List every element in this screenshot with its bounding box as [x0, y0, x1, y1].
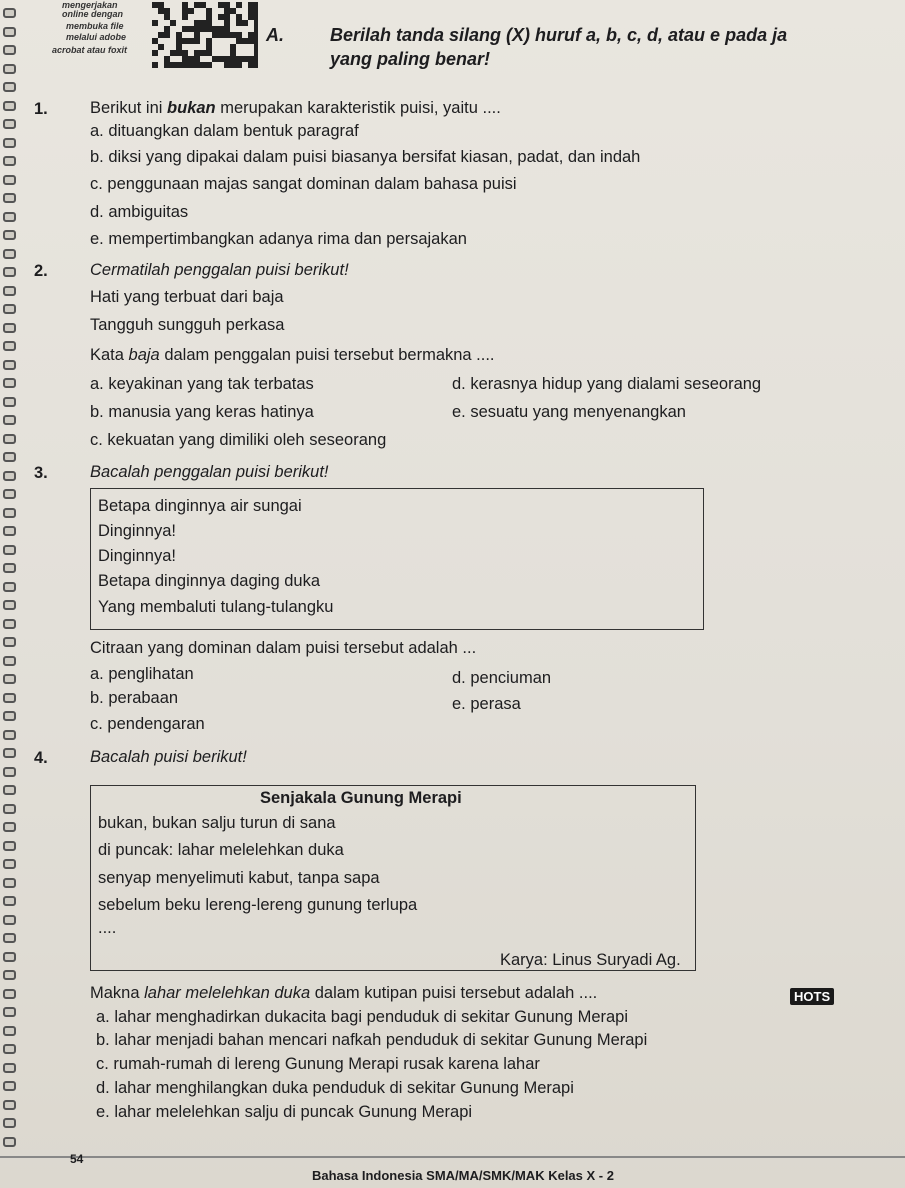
spiral-ring: [3, 267, 16, 277]
q1-option-c[interactable]: c. penggunaan majas sangat dominan dalam bahasa puisi: [90, 175, 517, 193]
spiral-ring: [3, 989, 16, 999]
spiral-ring: [3, 711, 16, 721]
q3-poem-line2: Dinginnya!: [98, 522, 176, 540]
spiral-ring: [3, 360, 16, 370]
spiral-ring: [3, 637, 16, 647]
q2-option-b[interactable]: b. manusia yang keras hatinya: [90, 403, 314, 421]
spiral-ring: [3, 82, 16, 92]
qr-module: [188, 20, 194, 26]
spiral-ring: [3, 1007, 16, 1017]
corner-note-line2: online dengan: [62, 9, 124, 19]
spiral-ring: [3, 378, 16, 388]
q3-question: Citraan yang dominan dalam puisi tersebut adalah ...: [90, 639, 477, 657]
spiral-ring: [3, 1137, 16, 1147]
qr-module: [158, 26, 164, 32]
hots-badge: HOTS: [790, 988, 834, 1005]
spiral-ring: [3, 45, 16, 55]
q2-prompt: Cermatilah penggalan puisi berikut!: [90, 261, 349, 279]
spiral-ring: [3, 582, 16, 592]
spiral-ring: [3, 933, 16, 943]
spiral-ring: [3, 138, 16, 148]
spiral-ring: [3, 212, 16, 222]
spiral-ring: [3, 64, 16, 74]
q1-option-a[interactable]: a. dituangkan dalam bentuk paragraf: [90, 122, 359, 140]
q3-prompt: Bacalah penggalan puisi berikut!: [90, 463, 329, 481]
spiral-ring: [3, 249, 16, 259]
spiral-ring: [3, 970, 16, 980]
q4-poem-line4: sebelum beku lereng-lereng gunung terlupa: [98, 896, 418, 914]
q4-poem-line1: bukan, bukan salju turun di sana: [98, 814, 336, 832]
qr-module: [242, 62, 248, 68]
spiral-ring: [3, 822, 16, 832]
spiral-ring: [3, 323, 16, 333]
spiral-ring: [3, 1026, 16, 1036]
spiral-ring: [3, 563, 16, 573]
q3-poem-line4: Betapa dinginnya daging duka: [98, 572, 321, 590]
qr-module: [176, 56, 182, 62]
q1-option-d[interactable]: d. ambiguitas: [90, 203, 189, 221]
footer-book-title: Bahasa Indonesia SMA/MA/SMK/MAK Kelas X - 2: [312, 1168, 614, 1183]
q3-poem-line5: Yang membaluti tulang-tulangku: [98, 598, 334, 616]
spiral-ring: [3, 785, 16, 795]
spiral-ring: [3, 397, 16, 407]
corner-note-line5: acrobat atau foxit: [52, 45, 128, 55]
spiral-ring: [3, 656, 16, 666]
q2-option-c[interactable]: c. kekuatan yang dimiliki oleh seseorang: [90, 431, 387, 449]
spiral-ring: [3, 804, 16, 814]
q4-question: Makna lahar melelehkan duka dalam kutipan puisi tersebut adalah ....: [90, 984, 598, 1002]
spiral-ring: [3, 471, 16, 481]
spiral-ring: [3, 1081, 16, 1091]
spiral-ring: [3, 767, 16, 777]
q4-poem-line5: ....: [98, 919, 117, 937]
qr-module: [248, 26, 254, 32]
qr-module: [218, 62, 224, 68]
spiral-ring: [3, 600, 16, 610]
spiral-ring: [3, 434, 16, 444]
spiral-ring: [3, 674, 16, 684]
spiral-ring: [3, 693, 16, 703]
spiral-ring: [3, 1063, 16, 1073]
spiral-ring: [3, 619, 16, 629]
spiral-binding: [0, 0, 18, 1188]
q4-option-e[interactable]: e. lahar melelehkan salju di puncak Gunung Merapi: [96, 1103, 473, 1121]
spiral-ring: [3, 286, 16, 296]
q3-option-b[interactable]: b. perabaan: [90, 689, 179, 707]
q3-poem-line3: Dinginnya!: [98, 547, 176, 565]
qr-code: [152, 2, 258, 68]
spiral-ring: [3, 508, 16, 518]
spiral-ring: [3, 730, 16, 740]
q1-number: 1.: [34, 100, 48, 118]
qr-module: [218, 8, 224, 14]
q2-poem-line1: Hati yang terbuat dari baja: [90, 288, 284, 306]
spiral-ring: [3, 415, 16, 425]
spiral-ring: [3, 896, 16, 906]
spiral-ring: [3, 193, 16, 203]
qr-module: [158, 62, 164, 68]
q4-option-d[interactable]: d. lahar menghilangkan duka penduduk di sekitar Gunung Merapi: [96, 1079, 574, 1097]
spiral-ring: [3, 915, 16, 925]
q3-option-d[interactable]: d. penciuman: [452, 669, 552, 687]
spiral-ring: [3, 230, 16, 240]
q4-option-b[interactable]: b. lahar menjadi bahan mencari nafkah penduduk di sekitar Gunung Merapi: [96, 1031, 648, 1049]
section-letter: A.: [266, 25, 284, 45]
spiral-ring: [3, 1118, 16, 1128]
corner-note-line1: mengerjakan: [62, 0, 118, 10]
q4-number: 4.: [34, 749, 48, 767]
spiral-ring: [3, 175, 16, 185]
spiral-ring: [3, 545, 16, 555]
qr-module: [170, 44, 176, 50]
qr-module: [224, 50, 230, 56]
q1-prompt: Berikut ini bukan merupakan karakteristik puisi, yaitu ....: [90, 99, 501, 117]
qr-module: [200, 14, 206, 20]
qr-module: [200, 44, 206, 50]
spiral-ring: [3, 101, 16, 111]
q4-prompt: Bacalah puisi berikut!: [90, 748, 247, 766]
spiral-ring: [3, 156, 16, 166]
q2-option-a[interactable]: a. keyakinan yang tak terbatas: [90, 375, 314, 393]
spiral-ring: [3, 748, 16, 758]
q1-option-b[interactable]: b. diksi yang dipakai dalam puisi biasanya bersifat kiasan, padat, dan indah: [90, 148, 641, 166]
corner-note-line3: membuka file: [66, 21, 124, 31]
q4-poem-line2: di puncak: lahar melelehkan duka: [98, 841, 344, 859]
qr-module: [188, 50, 194, 56]
instruction-line1: Berilah tanda silang (X) huruf a, b, c, d, atau e pada ja: [330, 25, 788, 45]
qr-module: [188, 32, 194, 38]
q2-option-d[interactable]: d. kerasnya hidup yang dialami seseorang: [452, 375, 762, 393]
qr-module: [218, 20, 224, 26]
corner-note-line4: melalui adobe: [66, 32, 127, 42]
spiral-ring: [3, 859, 16, 869]
q3-number: 3.: [34, 464, 48, 482]
instruction-line2: yang paling benar!: [330, 49, 491, 69]
q2-option-e[interactable]: e. sesuatu yang menyenangkan: [452, 403, 686, 421]
qr-module: [248, 50, 254, 56]
spiral-ring: [3, 8, 16, 18]
q3-option-e[interactable]: e. perasa: [452, 695, 521, 713]
spiral-ring: [3, 341, 16, 351]
footer-rule: [0, 1156, 905, 1158]
spiral-ring: [3, 878, 16, 888]
spiral-ring: [3, 1044, 16, 1054]
q4-poem-line3: senyap menyelimuti kabut, tanpa sapa: [98, 869, 380, 887]
spiral-ring: [3, 952, 16, 962]
spiral-ring: [3, 27, 16, 37]
spiral-ring: [3, 452, 16, 462]
page-number: 54: [70, 1152, 84, 1166]
spiral-ring: [3, 119, 16, 129]
spiral-ring: [3, 526, 16, 536]
qr-module: [242, 32, 248, 38]
spiral-ring: [3, 304, 16, 314]
q2-number: 2.: [34, 262, 48, 280]
q2-question: Kata baja dalam penggalan puisi tersebut bermakna ....: [90, 346, 495, 364]
spiral-ring: [3, 841, 16, 851]
q4-option-c[interactable]: c. rumah-rumah di lereng Gunung Merapi rusak karena lahar: [96, 1055, 540, 1073]
q4-option-a[interactable]: a. lahar menghadirkan dukacita bagi penduduk di sekitar Gunung Merapi: [96, 1008, 629, 1026]
q3-poem-line1: Betapa dinginnya air sungai: [98, 497, 302, 515]
q3-option-c[interactable]: c. pendengaran: [90, 715, 205, 733]
q1-option-e[interactable]: e. mempertimbangkan adanya rima dan persajakan: [90, 230, 467, 248]
q4-poem-title: Senjakala Gunung Merapi: [260, 789, 462, 807]
q4-author: Karya: Linus Suryadi Ag.: [500, 951, 681, 969]
q3-option-a[interactable]: a. penglihatan: [90, 665, 194, 683]
spiral-ring: [3, 1100, 16, 1110]
spiral-ring: [3, 489, 16, 499]
q2-poem-line2: Tangguh sungguh perkasa: [90, 316, 285, 334]
